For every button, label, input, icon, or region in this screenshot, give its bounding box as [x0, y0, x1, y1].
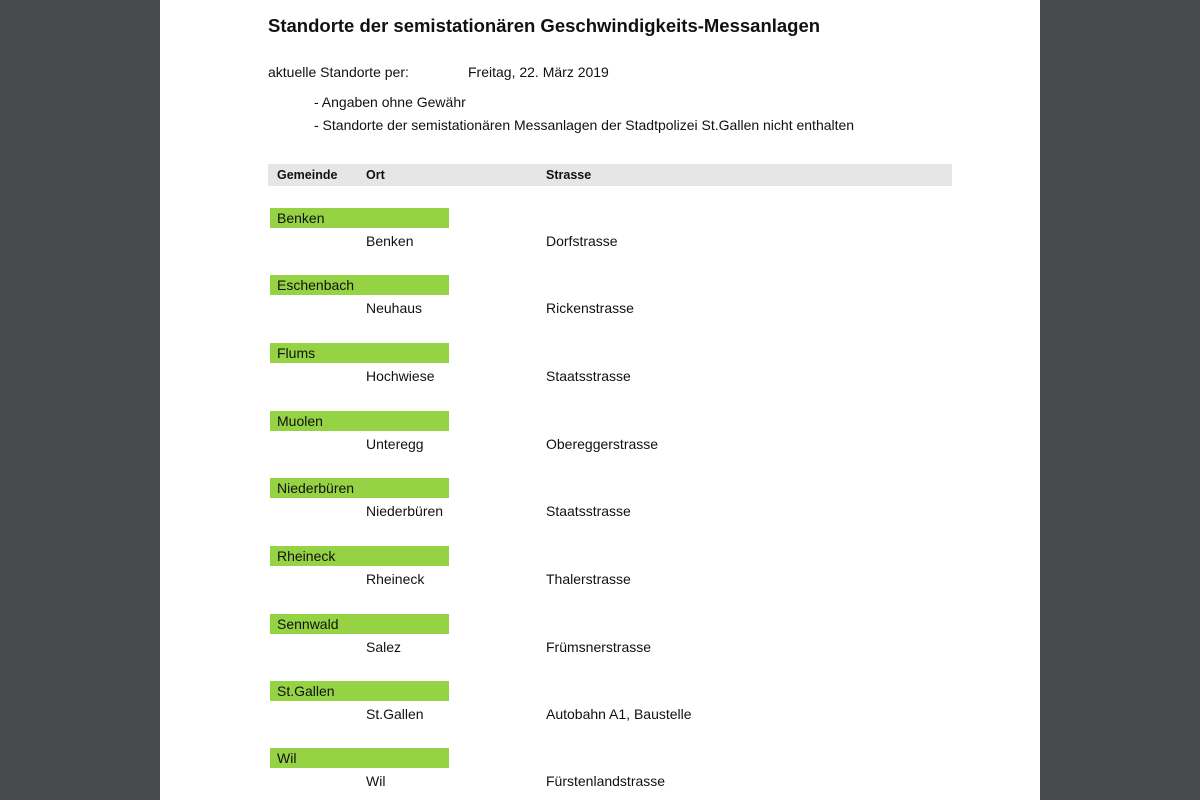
gemeinde-highlight	[270, 748, 449, 768]
ort-name: Wil	[366, 773, 386, 789]
date-value: Freitag, 22. März 2019	[468, 64, 609, 80]
strasse-name: Obereggerstrasse	[546, 436, 659, 452]
strasse-name: Rickenstrasse	[546, 300, 634, 316]
gemeinde-name: Wil	[277, 750, 297, 766]
ort-name: St.Gallen	[366, 706, 424, 722]
gemeinde-name: Rheineck	[277, 548, 336, 564]
date-label: aktuelle Standorte per:	[268, 64, 409, 80]
header-gemeinde: Gemeinde	[277, 168, 338, 182]
ort-name: Neuhaus	[366, 300, 423, 316]
gemeinde-name: Benken	[277, 210, 325, 226]
gemeinde-highlight	[270, 411, 449, 431]
gemeinde-highlight	[270, 614, 449, 634]
strasse-name: Staatsstrasse	[546, 368, 631, 384]
table-row	[160, 208, 1040, 268]
gemeinde-name: Niederbüren	[277, 480, 355, 496]
strasse-name: Frümsnerstrasse	[546, 639, 652, 655]
table-row	[160, 478, 1040, 538]
header-strasse: Strasse	[546, 168, 592, 182]
gemeinde-name: Muolen	[277, 413, 323, 429]
gemeinde-name: Eschenbach	[277, 277, 355, 293]
ort-name: Niederbüren	[366, 503, 444, 519]
table-row	[160, 275, 1040, 335]
strasse-name: Staatsstrasse	[546, 503, 631, 519]
note-disclaimer: - Angaben ohne Gewähr	[314, 94, 466, 110]
ort-name: Benken	[366, 233, 414, 249]
table-row	[160, 681, 1040, 741]
table-row	[160, 411, 1040, 471]
strasse-name: Dorfstrasse	[546, 233, 618, 249]
document-title: Standorte der semistationären Geschwindigkeits-Messanlagen	[268, 15, 821, 36]
gemeinde-highlight	[270, 275, 449, 295]
table-row	[160, 614, 1040, 674]
gemeinde-highlight	[270, 546, 449, 566]
table-row	[160, 546, 1040, 606]
table-row	[160, 748, 1040, 800]
gemeinde-name: Flums	[277, 345, 316, 361]
gemeinde-highlight	[270, 208, 449, 228]
header-ort: Ort	[366, 168, 385, 182]
gemeinde-highlight	[270, 681, 449, 701]
ort-name: Unteregg	[366, 436, 424, 452]
ort-name: Salez	[366, 639, 402, 655]
gemeinde-highlight	[270, 343, 449, 363]
ort-name: Hochwiese	[366, 368, 435, 384]
gemeinde-name: St.Gallen	[277, 683, 335, 699]
document-page	[160, 0, 1040, 800]
ort-name: Rheineck	[366, 571, 425, 587]
strasse-name: Fürstenlandstrasse	[546, 773, 666, 789]
gemeinde-name: Sennwald	[277, 616, 339, 632]
table-row	[160, 343, 1040, 403]
location-list	[160, 0, 1040, 800]
strasse-name: Thalerstrasse	[546, 571, 631, 587]
gemeinde-highlight	[270, 478, 449, 498]
note-exclusion: - Standorte der semistationären Messanlagen der Stadtpolizei St.Gallen nicht enthalten	[314, 117, 855, 133]
strasse-name: Autobahn A1, Baustelle	[546, 706, 692, 722]
